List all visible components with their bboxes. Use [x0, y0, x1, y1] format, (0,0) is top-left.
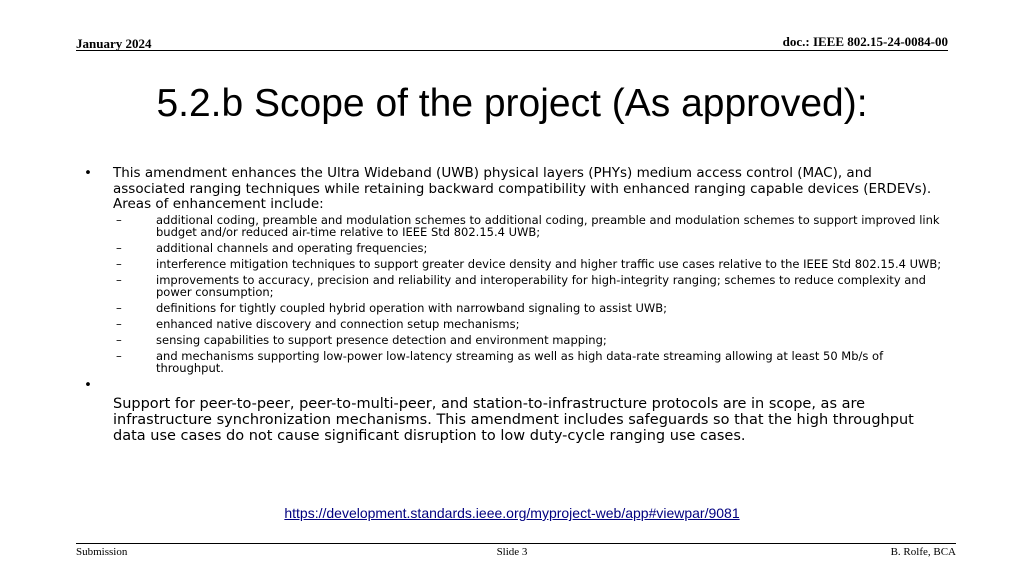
list-item-text: sensing capabilities to support presence detection and environment mapping; [156, 332, 607, 347]
list-item [113, 318, 944, 330]
bullet-subheading: Areas of enhancement include: [113, 196, 324, 212]
bullet-text: Support for peer-to-peer, peer-to-multi-peer, and station-to-infrastructure protocols are in scope, as are infrastructure synchronization mechanisms. This amendment includes safeguards so that the high throughput data use cases do not cause significant disruption to low duty-cycle ranging use cases. [113, 395, 914, 444]
list-item [113, 350, 944, 374]
list-item-text: definitions for tightly coupled hybrid operation with narrowband signaling to assist UWB; [156, 300, 668, 315]
list-item [113, 258, 944, 270]
list-item-text: interference mitigation techniques to support greater device density and higher traffic use cases relative to the IEEE Std 802.15.4 UWB; [156, 256, 942, 271]
slide-content [84, 166, 944, 444]
bullet-protocols [84, 376, 944, 444]
bullet-scope [84, 166, 944, 374]
list-item-text: additional coding, preamble and modulation schemes to additional coding, preamble and modulation schemes to support improved link budget and/or reduced air-time relative to IEEE Std 802.15.4 UWB; [156, 212, 940, 239]
dash-marker: – [116, 332, 122, 347]
footer-submission: Submission [76, 546, 128, 558]
dash-marker: – [116, 256, 122, 271]
footer-slide-number: Slide 3 [496, 546, 528, 558]
list-item [113, 274, 944, 298]
header-rule [76, 50, 948, 51]
list-item-text: additional channels and operating frequencies; [156, 240, 428, 255]
slide-title: 5.2.b Scope of the project (As approved): [156, 82, 868, 125]
enhancement-list [113, 214, 944, 374]
header-doc-id: doc.: IEEE 802.15-24-0084-00 [782, 34, 948, 49]
list-item-text: enhanced native discovery and connection setup mechanisms; [156, 316, 520, 331]
dash-marker: – [116, 300, 122, 315]
list-item-text: and mechanisms supporting low-power low-latency streaming as well as high data-rate streaming allowing at least 50 Mb/s of throughput. [156, 348, 884, 375]
project-link[interactable]: https://development.standards.ieee.org/myproject-web/app#viewpar/9081 [284, 505, 740, 521]
list-item [113, 242, 944, 254]
dash-marker: – [116, 272, 122, 287]
dash-marker: – [116, 348, 122, 363]
footer-author: B. Rolfe, BCA [890, 546, 956, 558]
list-item-text: improvements to accuracy, precision and reliability and interoperability for high-integrity ranging; schemes to reduce complexity and power consumption; [156, 272, 926, 299]
dash-marker: – [116, 240, 122, 255]
dash-marker: – [116, 316, 122, 331]
list-item [113, 214, 944, 238]
header-date: January 2024 [76, 36, 152, 51]
project-link-container [0, 505, 1024, 521]
list-item [113, 302, 944, 314]
footer-rule [76, 543, 956, 544]
bullet-marker: • [84, 165, 92, 181]
dash-marker: – [116, 212, 122, 227]
list-item [113, 334, 944, 346]
bullet-marker: • [84, 376, 92, 393]
bullet-text: This amendment enhances the Ultra Wideband (UWB) physical layers (PHYs) medium access control (MAC), and associated ranging techniques while retaining backward compatibility with enhanced ranging capable devices (ERDEVs). [113, 165, 932, 197]
